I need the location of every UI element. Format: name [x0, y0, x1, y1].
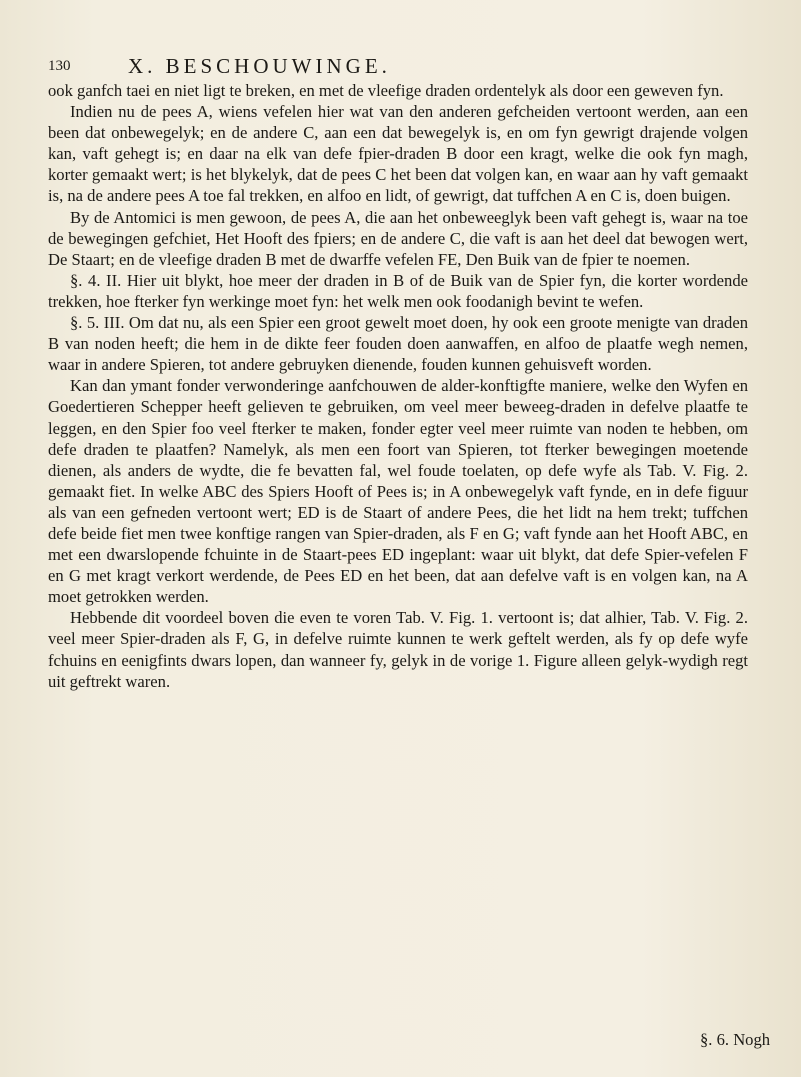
paragraph: ook ganfch taei en niet ligt te breken, en met de vleefige draden ordentelyk als door een geweven fyn.	[48, 81, 724, 100]
paragraph: §. 5. III. Om dat nu, als een Spier een groot gewelt moet doen, hy ook een groote menigte van draden B van noden heeft; die hem in de dikte feer fouden doen aanwaffen, en alfoo de plaatfe wegh nemen, waar in andere Spieren, tot andere gebruyken dienende, fouden kunnen gehuisveft worden.	[48, 313, 748, 375]
paragraph: Kan dan ymant fonder verwonderinge aanfchouwen de alder-konftigfte maniere, welke den Wyfen en Goedertieren Schepper heeft gelieven te gebruiken, om veel meer beweeg-draden in defelve plaatfe te leggen, en den Spier foo veel fterker te maken, fonder egter veel meer ruimte van noden te hebben, om defe draden te plaatfen? Namelyk, als men een foort van Spieren, tot fterker bewegingen moetende dienen, als anders de wydte, die fe bevatten fal, wel foude toelaten, op defe wyfe als Tab. V. Fig. 2. gemaakt fiet. In welke ABC des Spiers Hooft of Pees is; in A onbewegelyk vaft fynde, en in defe figuur als van een gefneden vertoont wert; ED is de Staart of andere Pees, die het lidt na hem trekt; tuffchen defe beide fiet men twee konftige rangen van Spier-draden, als F en G; vaft fynde aan het Hooft ABC, en met een dwarslopende fchuinte in de Staart-pees ED ingeplant: waar uit blykt, dat defe Spier-vefelen F en G met kragt verkort werdende, de Pees ED en het been, dat aan defelve vaft is en volgen kan, na A moet getrokken werden.	[48, 376, 748, 607]
catchword: §. 6. Nogh	[700, 1030, 771, 1049]
body-text	[48, 80, 748, 692]
paragraph: By de Antomici is men gewoon, de pees A, die aan het onbeweeglyk been vaft gehegt is, waar na toe de bewegingen gefchiet, Het Hooft des fpiers; en de andere C, die vaft is aan het deel dat bewogen wert, De Staart; en de vleefige draden B met de dwarffe vefelen FE, Den Buik van de fpier te noemen.	[48, 207, 748, 269]
page-header	[48, 54, 628, 80]
paragraph: Hebbende dit voordeel boven die even te voren Tab. V. Fig. 1. vertoont is; dat alhier, Tab. V. Fig. 2. veel meer Spier-draden als F, G, in defelve ruimte kunnen te werk geftelt werden, als fy op defe wyfe fchuins en eenigfints dwars lopen, dan wanneer fy, gelyk in de vorige 1. Figure alleen gelyk-wydigh regt uit geftrekt waren.	[48, 608, 748, 691]
page-number: 130	[48, 58, 71, 74]
paragraph: Indien nu de pees A, wiens vefelen hier wat van den anderen gefcheiden vertoont werden, aan een been dat onbewegelyk; en de andere C, aan een dat bewegelyk is, en om fyn gewrigt drajende volgen kan, vaft gehegt is; en daar na elk van defe fpier-draden B door een kragt, welke die ook fyn magh, korter gemaakt wert; is het blykelyk, dat de pees C het been dat volgen kan, en waar aan hy vaft gemaakt is, na de andere pees A toe fal trekken, en alfoo en lidt, of gewrigt, dat tuffchen A en C is, doen buigen.	[48, 102, 748, 206]
running-title: X. BESCHOUWINGE.	[128, 54, 391, 78]
paragraph: §. 4. II. Hier uit blykt, hoe meer der draden in B of de Buik van de Spier fyn, die korter wordende trekken, hoe fterker fyn werkinge moet fyn: het welk men ook foodanigh bevint te wefen.	[48, 270, 748, 311]
